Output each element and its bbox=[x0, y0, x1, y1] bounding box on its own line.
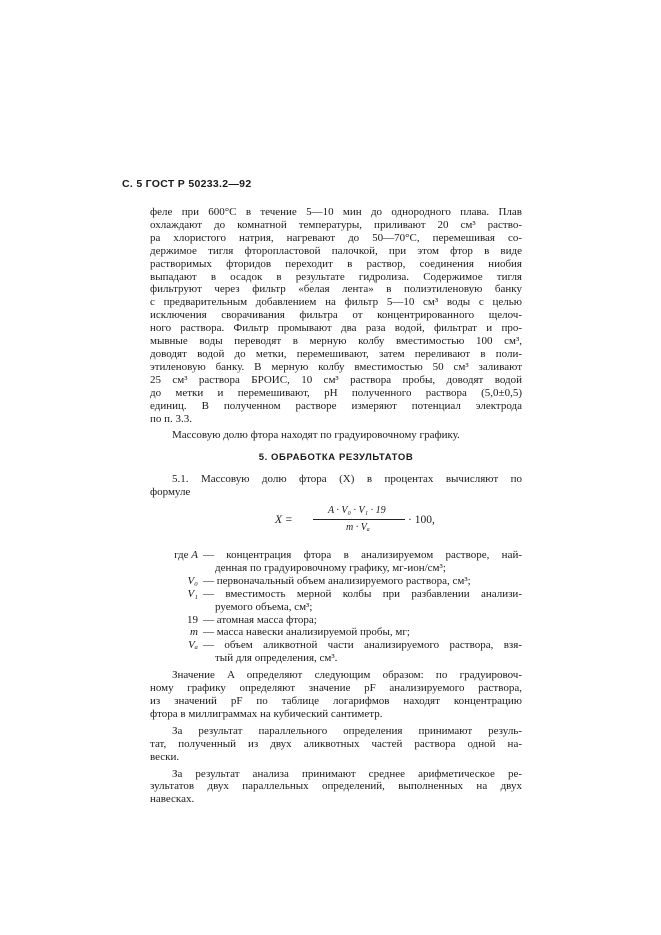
definitions-list bbox=[150, 549, 522, 665]
text-line: вески. bbox=[150, 750, 180, 763]
graph-sentence: Массовую долю фтора находят по градуировочному графику. bbox=[172, 429, 460, 442]
text-line: зультатов двух параллельных определений, выполненных на двух bbox=[150, 780, 522, 793]
text-line: единиц. В полученном растворе измеряют потенциал электрода bbox=[150, 399, 522, 412]
where-label: где bbox=[174, 549, 189, 562]
text-line: За результат параллельного определения принимают резуль- bbox=[172, 724, 522, 737]
text-line: растворимых фторидов переходит в раствор, соединения ниобия bbox=[150, 257, 522, 270]
definition-text bbox=[203, 575, 522, 588]
text-line: — объем аликвотной части анализируемого раствора, взя- bbox=[203, 639, 522, 652]
clause-5-1 bbox=[150, 473, 522, 499]
text-line: исключения сворачивания фильтра от концентрированного щелоч- bbox=[150, 309, 522, 322]
definition-symbol: 19 bbox=[187, 613, 198, 626]
definition-text bbox=[203, 588, 522, 614]
definition-text bbox=[203, 626, 522, 639]
text-line: до метки и перемешивают, pH полученного раствора (5,0±0,5) bbox=[150, 386, 522, 399]
text-line: тый для определения, см³. bbox=[215, 652, 338, 665]
text-line: ного раствора. Фильтр промывают два раза водой, фильтрат и про- bbox=[150, 322, 522, 335]
definition-text bbox=[203, 549, 522, 575]
text-line: денная по градуировочному графику, мг-ион/см³; bbox=[215, 561, 446, 574]
definition-symbol: m bbox=[190, 626, 198, 639]
text-line: Значение A определяют следующим образом: по градуировоч- bbox=[172, 669, 522, 682]
text-line: — вместимость мерной колбы при разбавлении анализи- bbox=[203, 587, 522, 600]
text-line: этиленовую банку. В мерную колбу вместимостью 50 см³ заливают bbox=[150, 360, 522, 373]
formula-multiplier: · 100, bbox=[408, 514, 435, 527]
text-line: феле при 600°С в течение 5—10 мин до однородного плава. Плав bbox=[150, 206, 522, 218]
formula bbox=[150, 503, 522, 541]
text-line: фильтруют через фильтр «белая лента» в полиэтиленовую банку bbox=[150, 283, 522, 296]
definition-item bbox=[150, 549, 522, 575]
text-line: — атомная масса фтора; bbox=[203, 613, 317, 626]
text-line: руемого объема, см³; bbox=[215, 600, 313, 613]
definition-symbol: V₁ bbox=[187, 587, 198, 600]
page-header: С. 5 ГОСТ Р 50233.2—92 bbox=[122, 178, 252, 190]
formula-lhs: X = bbox=[275, 514, 293, 527]
analysis-paragraph bbox=[150, 768, 522, 807]
fraction-bar bbox=[313, 519, 405, 520]
text-line: с предварительным добавлением на фильтр 5—10 см³ воды с целью bbox=[150, 296, 522, 309]
definition-item bbox=[150, 626, 522, 639]
text-line: 5.1. Массовую долю фтора (X) в процентах вычисляют по bbox=[172, 473, 522, 486]
text-line: навесках. bbox=[150, 793, 195, 806]
definition-item bbox=[150, 575, 522, 588]
definition-text bbox=[203, 614, 522, 627]
text-line: ному графику определяют значение pF анализируемого раствора, bbox=[150, 682, 522, 695]
text-line: доводят водой до метки, перемешивают, затем переливают в поли- bbox=[150, 347, 522, 360]
definition-symbol: V₀ bbox=[187, 574, 198, 587]
text-line: — первоначальный объем анализируемого раствора, см³; bbox=[203, 574, 471, 587]
text-line: выпадают в осадок в результате гидролиза. Содержимое тигля bbox=[150, 270, 522, 283]
text-line: ра хлористого натрия, нагревают до 50—70°С, перемешивая со- bbox=[150, 231, 522, 244]
text-line: из значений pF по таблице логарифмов находят концентрацию bbox=[150, 695, 522, 707]
text-line: — концентрация фтора в анализируемом растворе, най- bbox=[203, 549, 522, 562]
section-title: 5. ОБРАБОТКА РЕЗУЛЬТАТОВ bbox=[258, 452, 414, 464]
text-line: — масса навески анализируемой пробы, мг; bbox=[203, 626, 410, 639]
parallel-paragraph bbox=[150, 725, 522, 764]
text-line: тат, полученный из двух аликвотных частей раствора одной на- bbox=[150, 737, 522, 750]
text-line: мывные воды переводят в мерную колбу вместимостью 100 см³, bbox=[150, 335, 522, 348]
definition-text bbox=[203, 639, 522, 665]
formula-numerator: A · V₀ · V₁ · 19 bbox=[328, 505, 386, 517]
formula-denominator: m · Vₐ bbox=[346, 522, 370, 534]
definition-symbol: Vₐ bbox=[188, 639, 198, 652]
text-line: охлаждают до комнатной температуры, приливают 20 см³ раство- bbox=[150, 218, 522, 231]
intro-paragraph bbox=[150, 206, 522, 425]
text-line: формуле bbox=[150, 486, 191, 499]
definition-item bbox=[150, 639, 522, 665]
definition-symbol bbox=[138, 549, 198, 562]
text-line: по п. 3.3. bbox=[150, 412, 193, 425]
text-line: За результат анализа принимают среднее арифметическое ре- bbox=[172, 767, 522, 780]
page-content bbox=[150, 206, 522, 810]
value-a-paragraph bbox=[150, 669, 522, 721]
definition-item bbox=[150, 614, 522, 627]
text-line: 25 см³ раствора БРОИС, 10 см³ раствора пробы, доводят водой bbox=[150, 373, 522, 386]
text-line: держимое тигля фторопластовой палочкой, при этом фтор в виде bbox=[150, 244, 522, 257]
symbol-a: A bbox=[191, 549, 198, 562]
text-line: фтора в миллиграммах на кубический сантиметр. bbox=[150, 707, 383, 720]
definition-item bbox=[150, 588, 522, 614]
